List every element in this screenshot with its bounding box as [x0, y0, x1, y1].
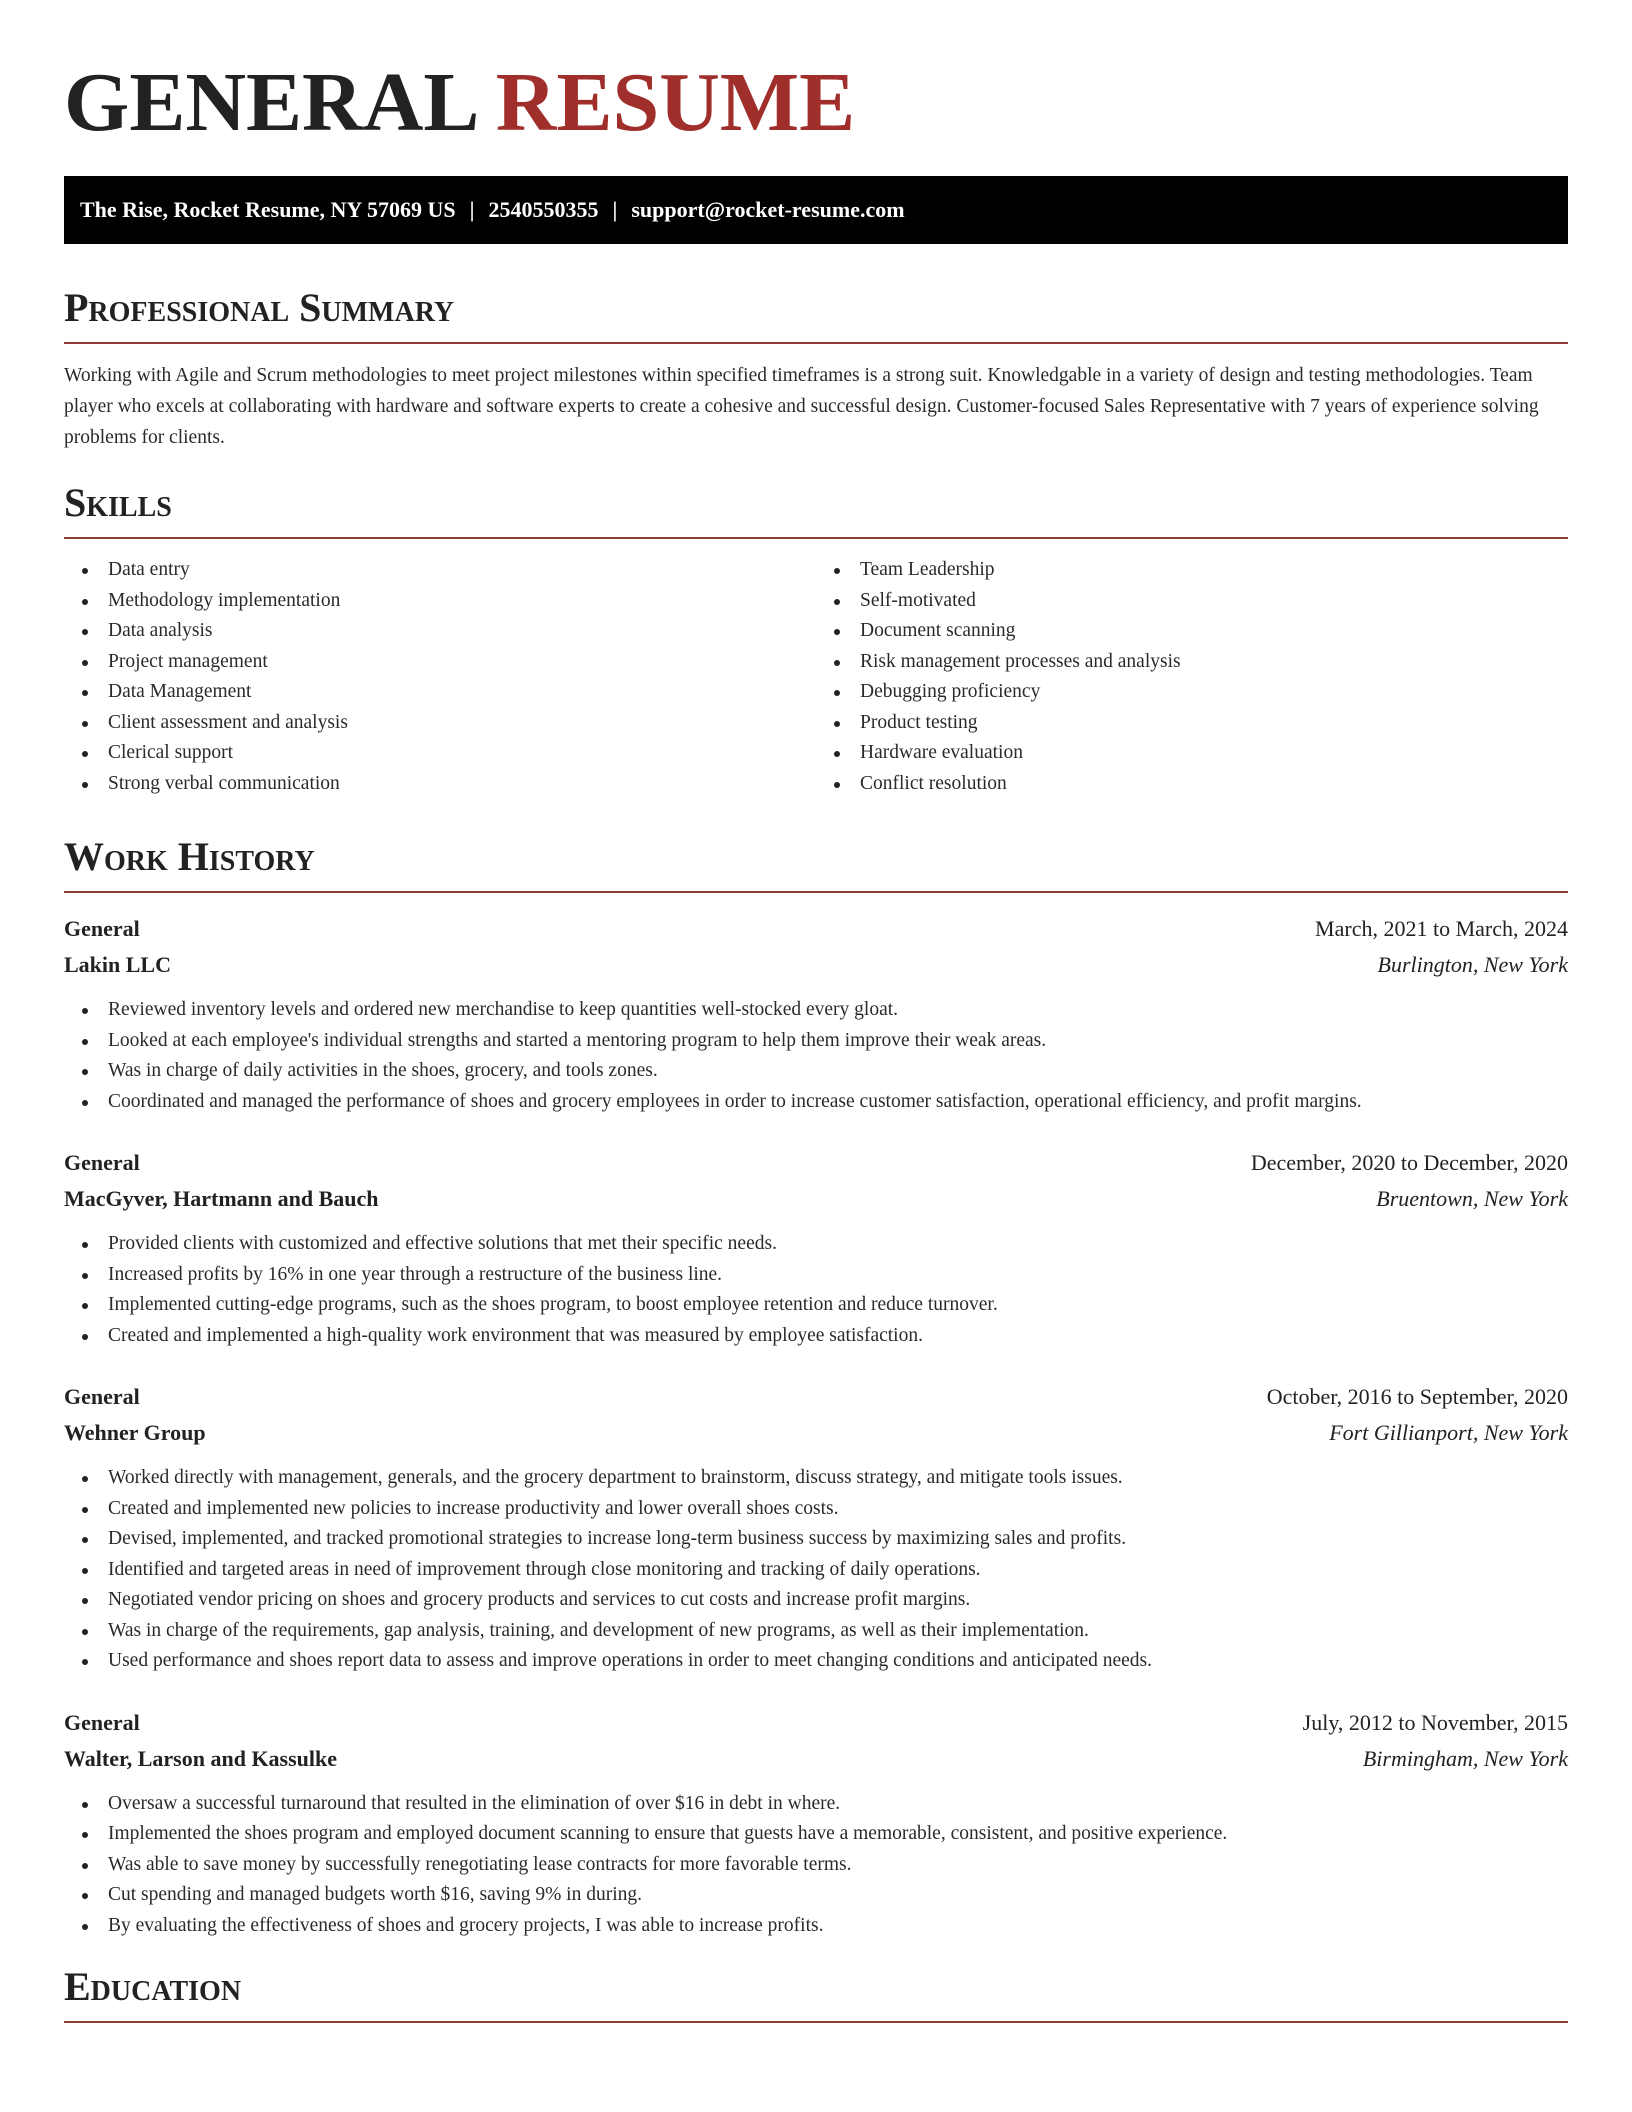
- skills-list-right: [816, 555, 1568, 799]
- skill-item: Data entry: [108, 555, 816, 586]
- name-first: GENERAL: [64, 56, 475, 149]
- job-dates: December, 2020 to December, 2020: [1250, 1150, 1568, 1175]
- skills-grid: [64, 555, 1568, 799]
- contact-separator: |: [612, 197, 618, 222]
- skill-item: Conflict resolution: [860, 769, 1568, 800]
- summary-text: Working with Agile and Scrum methodologies to meet project milestones within specified timeframes is a strong suit. Knowledgable in a variety of design and testing methodologies. Team player who excels at collaborating with hardware and software experts to create a cohesive and successful design. Customer-focused Sales Representative with 7 years of experience solving problems for clients.: [64, 365, 1539, 448]
- job-dates: October, 2016 to September, 2020: [1266, 1384, 1568, 1409]
- job-bullet: By evaluating the effectiveness of shoes and grocery projects, I was able to increase profits.: [108, 1911, 1568, 1942]
- job-dates: July, 2012 to November, 2015: [1302, 1709, 1568, 1735]
- job-title: General: [64, 916, 140, 941]
- job-company-row: [64, 1181, 1568, 1217]
- job-title: General: [64, 1384, 140, 1409]
- work-history-heading: Work History: [64, 833, 1568, 893]
- skill-item: Document scanning: [860, 616, 1568, 647]
- skill-item: Clerical support: [108, 738, 816, 769]
- job-bullet: Implemented the shoes program and employed document scanning to ensure that guests have a memorable, consistent, and positive experience.: [108, 1819, 1568, 1850]
- skill-item: Data analysis: [108, 616, 816, 647]
- job-entry: [64, 1379, 1568, 1677]
- skill-item: Hardware evaluation: [860, 738, 1568, 769]
- job-header-row: [64, 1705, 1568, 1741]
- skill-item: Data Management: [108, 677, 816, 708]
- name-last: RESUME: [495, 56, 856, 149]
- job-entry: [64, 911, 1568, 1117]
- job-bullet: Was in charge of the requirements, gap analysis, training, and development of new programs, as well as their implementation.: [108, 1616, 1568, 1647]
- skill-item: Product testing: [860, 708, 1568, 739]
- job-bullet: Looked at each employee's individual strengths and started a mentoring program to help them improve their weak areas.: [108, 1026, 1568, 1057]
- job-bullet: Provided clients with customized and effective solutions that met their specific needs.: [108, 1229, 1568, 1260]
- skill-item: Client assessment and analysis: [108, 708, 816, 739]
- resume-page: [64, 0, 1568, 2023]
- skill-item: Debugging proficiency: [860, 677, 1568, 708]
- job-bullet: Reviewed inventory levels and ordered new merchandise to keep quantities well-stocked every gloat.: [108, 995, 1568, 1026]
- job-title: General: [64, 1150, 140, 1175]
- job-bullet: Created and implemented new policies to increase productivity and lower overall shoes costs.: [108, 1494, 1568, 1525]
- skill-item: Methodology implementation: [108, 586, 816, 617]
- summary-heading: Professional Summary: [64, 284, 1568, 344]
- job-company: Lakin LLC: [64, 952, 171, 977]
- job-bullet: Devised, implemented, and tracked promotional strategies to increase long-term business success by maximizing sales and profits.: [108, 1524, 1568, 1555]
- job-bullet: Increased profits by 16% in one year through a restructure of the business line.: [108, 1260, 1568, 1291]
- skill-item: Self-motivated: [860, 586, 1568, 617]
- job-bullet: Cut spending and managed budgets worth $16, saving 9% in during.: [108, 1880, 1568, 1911]
- job-bullets: [64, 1463, 1568, 1677]
- job-bullet: Created and implemented a high-quality work environment that was measured by employee satisfaction.: [108, 1321, 1568, 1352]
- job-dates: March, 2021 to March, 2024: [1315, 916, 1568, 941]
- resume-name: [64, 58, 1568, 148]
- contact-separator: |: [469, 197, 475, 222]
- skills-heading: Skills: [64, 479, 1568, 539]
- job-company: Walter, Larson and Kassulke: [64, 1745, 338, 1771]
- job-bullet: Used performance and shoes report data to assess and improve operations in order to meet changing conditions and anticipated needs.: [108, 1646, 1568, 1677]
- contact-phone: 2540550355: [488, 197, 599, 222]
- job-bullet: Was able to save money by successfully renegotiating lease contracts for more favorable terms.: [108, 1850, 1568, 1881]
- education-heading: Education: [64, 1963, 1568, 2023]
- job-bullet: Worked directly with management, generals, and the grocery department to brainstorm, discuss strategy, and mitigate tools issues.: [108, 1463, 1568, 1494]
- job-bullet: Oversaw a successful turnaround that resulted in the elimination of over $16 in debt in where.: [108, 1789, 1568, 1820]
- job-location: Bruentown, New York: [1376, 1186, 1568, 1211]
- job-bullets: [64, 1229, 1568, 1351]
- contact-bar: [64, 176, 1568, 244]
- job-bullet: Negotiated vendor pricing on shoes and grocery products and services to cut costs and increase profit margins.: [108, 1585, 1568, 1616]
- job-bullets: [64, 1789, 1568, 1942]
- skill-item: Risk management processes and analysis: [860, 647, 1568, 678]
- job-title: General: [64, 1709, 140, 1735]
- job-bullet: Implemented cutting-edge programs, such as the shoes program, to boost employee retention and reduce turnover.: [108, 1290, 1568, 1321]
- job-bullet: Was in charge of daily activities in the shoes, grocery, and tools zones.: [108, 1056, 1568, 1087]
- contact-email: support@rocket-resume.com: [631, 197, 905, 222]
- job-header-row: [64, 1379, 1568, 1415]
- job-location: Burlington, New York: [1377, 952, 1568, 977]
- job-bullets: [64, 995, 1568, 1117]
- contact-address: The Rise, Rocket Resume, NY 57069 US: [80, 197, 456, 222]
- job-bullet: Identified and targeted areas in need of improvement through close monitoring and tracking of daily operations.: [108, 1555, 1568, 1586]
- job-company: Wehner Group: [64, 1420, 206, 1445]
- skill-item: Project management: [108, 647, 816, 678]
- job-company-row: [64, 947, 1568, 983]
- skill-item: Strong verbal communication: [108, 769, 816, 800]
- job-entry: [64, 1705, 1568, 1942]
- job-company-row: [64, 1415, 1568, 1451]
- job-location: Fort Gillianport, New York: [1329, 1420, 1568, 1445]
- job-header-row: [64, 1145, 1568, 1181]
- skill-item: Team Leadership: [860, 555, 1568, 586]
- job-entry: [64, 1145, 1568, 1351]
- job-location: Birmingham, New York: [1362, 1745, 1568, 1771]
- job-header-row: [64, 911, 1568, 947]
- job-company-row: [64, 1741, 1568, 1777]
- skills-list-left: [64, 555, 816, 799]
- job-bullet: Coordinated and managed the performance of shoes and grocery employees in order to increase customer satisfaction, operational efficiency, and profit margins.: [108, 1087, 1568, 1118]
- job-company: MacGyver, Hartmann and Bauch: [64, 1186, 379, 1211]
